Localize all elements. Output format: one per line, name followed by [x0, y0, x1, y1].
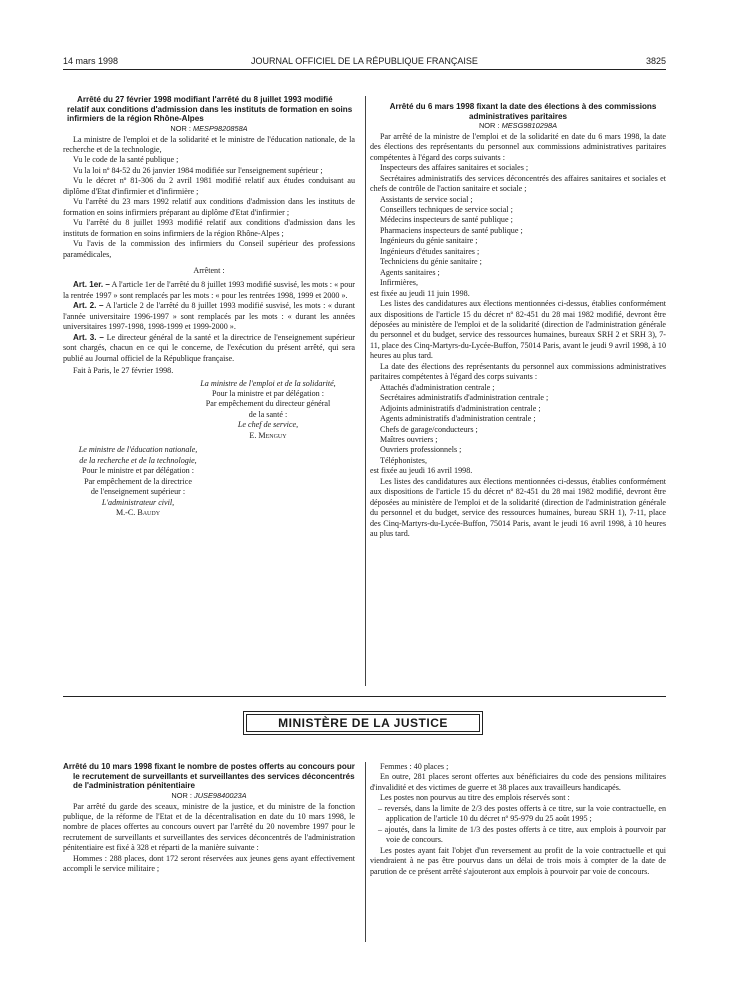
corps-list-item: Attachés d'administration centrale ; — [380, 382, 495, 392]
nor-code: JUSE9840023A — [194, 791, 247, 801]
corps-list-item: Téléphonistes, — [380, 455, 427, 465]
justice-para: Les postes non pourvus au titre des emplois réservés sont : — [380, 793, 570, 803]
left-nor — [63, 124, 355, 134]
header-rule — [63, 69, 666, 70]
corps-list-item: Pharmaciens inspecteurs de santé publique ; — [380, 225, 523, 235]
left-para: Vu l'arrêté du 23 mars 1992 relatif aux conditions d'admission dans les instituts de formation en soins infirmiers préparant au diplôme d'Etat d'infirmier ; — [63, 197, 355, 217]
corps-list-item: Chefs de garage/conducteurs ; — [380, 424, 478, 434]
signature-line: La ministre de l'emploi et de la solidarité, — [200, 378, 336, 388]
nor-label: NOR : — [478, 121, 500, 131]
nor-label: NOR : — [170, 124, 191, 134]
ministry-banner — [243, 711, 483, 735]
ministry-title: MINISTÈRE DE LA JUSTICE — [246, 714, 480, 732]
arretent: Arrêtent : — [193, 266, 225, 275]
bottom-right-column — [370, 762, 666, 877]
right-column — [370, 102, 666, 540]
corps-list-item: Ingénieurs d'études sanitaires ; — [380, 246, 480, 256]
left-para: La ministre de l'emploi et de la solidarité et le ministre de l'éducation nationale, de la recherche et de la technologie, — [63, 134, 355, 155]
corps-list-item: Maîtres ouvriers ; — [380, 435, 438, 444]
signature-line: Par empêchement du directeur général — [205, 399, 331, 409]
article-1 — [63, 280, 355, 301]
corps-list-item: Conseillers techniques de service social ; — [380, 205, 513, 215]
signature-line: Pour la ministre et par délégation : — [212, 388, 324, 398]
article-2-text: A l'article 2 de l'arrêté du 8 juillet 1993 modifié susvisé, les mots : « durant l'année universitaire 1996-1997 » sont remplacés par les mots : « durant les années universitaires 1997-1998, 1998-1999 et 1999-2000 ». — [63, 301, 356, 332]
bottom-left-column — [63, 762, 355, 875]
left-para: Vu l'arrêté du 8 juillet 1993 modifié relatif aux conditions d'admission dans les instituts de formation en soins infirmiers de la région Rhône-Alpes ; — [63, 218, 355, 238]
dash-item: – ajoutés, dans la limite de 1/3 des postes offerts à ce titre, aux emplois à pourvoir par voie de concours. — [378, 824, 666, 845]
right-nor — [370, 121, 666, 131]
corps-list-item: Inspecteurs des affaires sanitaires et sociales ; — [380, 163, 529, 173]
signature-line: de l'enseignement supérieur : — [90, 487, 186, 497]
article-3 — [63, 333, 355, 364]
signature-line: de la santé : — [248, 409, 288, 419]
election-date-1: est fixée au jeudi 11 juin 1998. — [370, 288, 470, 298]
signature-name: M.-C. Baudy — [115, 507, 161, 517]
corps-list-item: Adjoints administratifs d'administration centrale ; — [380, 403, 541, 413]
left-para: Vu le décret nº 81-306 du 2 avril 1981 modifié relatif aux études conduisant au diplôme d'Etat d'infirmier et d'infirmière ; — [63, 176, 355, 196]
article-2-label: Art. 2. – — [73, 301, 104, 311]
corps-list-item: Agents administratifs d'administration centrale ; — [380, 414, 536, 424]
article-1-text: A l'article 1er de l'arrêté du 8 juillet 1993 modifié susvisé, les mots : « pour la rentrée 1997 » sont remplacés par les mots : « pour les rentrées 1998, 1999 et 2000 ». — [63, 280, 355, 300]
signature-line: L'administrateur civil, — [101, 497, 175, 507]
signature-line: Pour le ministre et par délégation : — [82, 466, 194, 476]
corps-list-item: Secrétaires administratifs des services déconcentrés des affaires sanitaires et sociales et chefs de contrôle de l'action sanitaire et sociale ; — [370, 173, 666, 194]
corps-list-item: Secrétaires administratifs d'administration centrale ; — [380, 393, 549, 403]
justice-para: Les postes ayant fait l'objet d'un reversement au profit de la voie contractuelle et qui viendraient à ne pas être pourvus dans un délai de trois mois à compter de la date de parution de ce présent arrêté s'ajouteront aux emplois à pourvoir par voie de concours. — [370, 845, 666, 876]
corps-list-item: Assistants de service social ; — [380, 194, 473, 204]
signature-name: E. Menguy — [249, 430, 287, 440]
nor-code: MESG9810298A — [501, 121, 558, 131]
article-1-label: Art. 1er. – — [73, 280, 110, 290]
nor-label: NOR : — [171, 791, 192, 801]
section-rule — [63, 696, 666, 697]
justice-nor — [63, 791, 355, 801]
signature-line: Par empêchement de la directrice — [84, 476, 192, 486]
right-para: Les listes des candidatures aux élections mentionnées ci-dessus, établies conformément aux dispositions de l'article 15 du décret nº 82-451 du 28 mai 1982 modifié, devront être déposées au ministère de l'emploi et de la solidarité (direction de l'administration générale du personnel et du budget, service des ressources humaines, bureaux SRH 2 et SRH 3), 7-11, place des Cinq-Martyrs-du-Lycée-Buffon, 75014 Paris, avant le jeudi 9 avril 1998, à 10 heures au plus tard. — [370, 299, 666, 361]
done-at: Fait à Paris, le 27 février 1998. — [73, 366, 174, 376]
right-intro: Par arrêté de la ministre de l'emploi et de la solidarité en date du 6 mars 1998, la date des élections des représentants du personnel aux commissions administratives paritaires compétentes à l'égard des corps suivants : — [370, 131, 666, 162]
column-divider-top — [365, 96, 366, 686]
corps-list-item: Médecins inspecteurs de santé publique ; — [380, 215, 513, 225]
justice-para: Par arrêté du garde des sceaux, ministre de la justice, et du ministre de la fonction publique, de la réforme de l'Etat et de la décentralisation en date du 10 mars 1998, le nombre de places offertes au concours ouvert par l'arrêté du 20 novembre 1997 pour le recrutement de surveillants et surveillantes des services déconcentrés de l'administration pénitentiaire est fixé à 328 et réparti de la manière suivante : — [63, 801, 355, 853]
right-decree-title: Arrêté du 6 mars 1998 fixant la date des élections à des commissions administratives paritaires — [389, 102, 657, 121]
justice-para: Femmes : 40 places ; — [380, 762, 449, 771]
corps-list-item: Techniciens du génie sanitaire ; — [380, 257, 482, 267]
right-para: Les listes des candidatures aux élections mentionnées ci-dessus, établies conformément aux dispositions de l'article 15 du décret nº 82-451 du 28 mai 1982 modifié, devront être déposées au ministère de l'emploi et de la solidarité (direction de l'administration générale du personnel et du budget, service des ressources humaines, bureau SRH 1), 7-11, place des Cinq-Martyrs-du-Lycée-Buffon, 75014 Paris, avant le jeudi 16 avril 1998, à 10 heures au plus tard. — [370, 476, 666, 539]
left-para: Vu la loi nº 84-52 du 26 janvier 1984 modifiée sur l'enseignement supérieur ; — [73, 165, 323, 175]
header-journal-title: JOURNAL OFFICIEL DE LA RÉPUBLIQUE FRANÇAISE — [251, 56, 478, 66]
corps-list-item: Agents sanitaires ; — [380, 267, 440, 277]
dash-item: – reversés, dans la limite de 2/3 des postes offerts à ce titre, sur la voie contractuelle, en application de l'article 10 du décret nº 95-979 du 25 août 1995 ; — [378, 803, 666, 824]
signature-block-1 — [181, 379, 355, 442]
signature-line: Le ministre de l'éducation nationale, — [78, 445, 198, 455]
article-3-text: Le directeur général de la santé et la directrice de l'enseignement supérieur sont chargés, chacun en ce qui le concerne, de l'exécution du présent arrêté, qui sera publié au Journal officiel de la République française. — [63, 332, 355, 363]
corps-list-item: Ingénieurs du génie sanitaire ; — [380, 236, 478, 246]
column-divider-bottom — [365, 762, 366, 942]
signature-line: Le chef de service, — [237, 420, 299, 430]
corps-list-item: Infirmières, — [380, 278, 418, 288]
justice-para: En outre, 281 places seront offertes aux bénéficiaires du code des pensions militaires d'invalidité et des victimes de guerre et 38 places aux travailleurs handicapés. — [370, 772, 666, 792]
signature-line: de la recherche et de la technologie, — [79, 455, 197, 465]
left-decree-title: Arrêté du 27 février 1998 modifiant l'arrêté du 8 juillet 1993 modifié relatif aux conditions d'admission dans les instituts de formation en soins infirmiers de la région Rhône-Alpes — [67, 95, 353, 124]
right-para: La date des élections des représentants du personnel aux commissions administratives paritaires compétentes à l'égard des corps suivants : — [370, 361, 666, 382]
signature-block-2 — [63, 445, 213, 518]
left-column — [63, 95, 355, 518]
header-page-number: 3825 — [645, 56, 666, 66]
nor-code: MESP9820858A — [192, 124, 248, 134]
header-date: 14 mars 1998 — [63, 56, 119, 66]
justice-para: Hommes : 288 places, dont 172 seront réservées aux jeunes gens ayant effectivement accompli le service militaire ; — [63, 853, 355, 874]
page-header — [63, 56, 666, 70]
election-date-2: est fixée au jeudi 16 avril 1998. — [370, 466, 473, 476]
article-2 — [63, 301, 355, 332]
corps-list-item: Ouvriers professionnels ; — [380, 445, 462, 455]
left-para: Vu le code de la santé publique ; — [73, 155, 179, 165]
left-para: Vu l'avis de la commission des infirmiers du Conseil supérieur des professions paramédicales, — [63, 239, 355, 259]
article-3-label: Art. 3. – — [73, 332, 104, 342]
justice-decree-title: Arrêté du 10 mars 1998 fixant le nombre de postes offerts au concours pour le recrutement de surveillants et surveillantes des services déconcentrés de l'administration pénitentiaire — [63, 762, 355, 791]
